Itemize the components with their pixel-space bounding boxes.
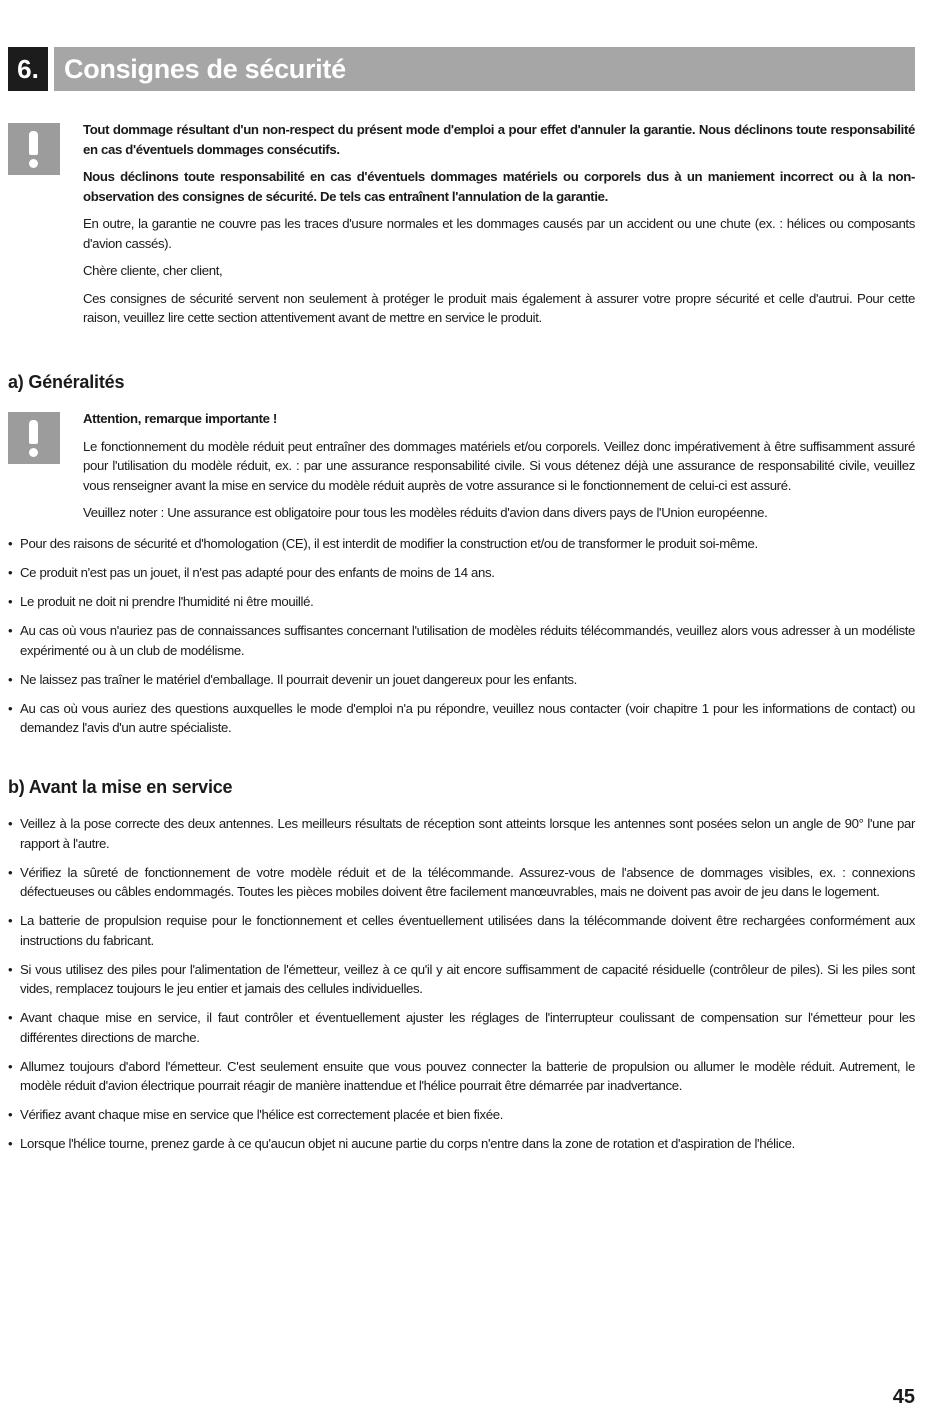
page-number: 45 xyxy=(892,1386,915,1408)
list-item: • Ne laissez pas traîner le matériel d'emballage. Il pourrait devenir un jouet dangereux pour les enfants. xyxy=(8,670,915,690)
section-b-list xyxy=(8,814,915,1163)
notice-title: Attention, remarque importante ! xyxy=(83,411,277,426)
list-item: • Le produit ne doit ni prendre l'humidité ni être mouillé. xyxy=(8,592,915,612)
section-number: 6. xyxy=(8,47,48,91)
intro-salutation: Chère cliente, cher client, xyxy=(83,263,223,278)
section-b-heading: b) Avant la mise en service xyxy=(8,777,233,797)
exclamation-icon xyxy=(8,123,60,175)
section-a-list xyxy=(8,534,915,747)
intro-block xyxy=(83,120,915,336)
list-item: • Allumez toujours d'abord l'émetteur. C'est seulement ensuite que vous pouvez connecter la batterie de propulsion ou allumer le modèle réduit. Autrement, le modèle réduit d'avion électrique pourrait réagir de manière inattendue et l'hélice pourrait être démarrée par inadvertance. xyxy=(8,1057,915,1096)
list-item: • Lorsque l'hélice tourne, prenez garde à ce qu'aucun objet ni aucune partie du corps n'entre dans la zone de rotation et d'aspiration de l'hélice. xyxy=(8,1134,915,1154)
list-item: • Vérifiez la sûreté de fonctionnement de votre modèle réduit et de la télécommande. Assurez-vous de l'absence de dommages visibles, ex. : connexions défectueuses ou câbles endommagés. Toutes les pièces mobiles doivent être facilement manœuvrables, mais ne doivent pas avoir de jeu dans le logement. xyxy=(8,863,915,902)
list-item: • Au cas où vous n'auriez pas de connaissances suffisantes concernant l'utilisation de modèles réduits télécommandés, veuillez alors vous adresser à un modéliste expérimenté ou à un club de modélisme. xyxy=(8,621,915,660)
list-item: • Ce produit n'est pas un jouet, il n'est pas adapté pour des enfants de moins de 14 ans. xyxy=(8,563,915,583)
notice-paragraph: Le fonctionnement du modèle réduit peut entraîner des dommages matériels et/ou corporels. Veillez donc impérativement à être suffisamment assuré pour l'utilisation du modèle réduit, ex. : par une assurance responsabilité civile. Si vous détenez déjà une assurance de responsabilité civile, veuillez vous renseigner avant la mise en service du modèle réduit auprès de votre assurance si le fonctionnement de celui-ci est assuré. xyxy=(83,438,915,493)
list-item: • Vérifiez avant chaque mise en service que l'hélice est correctement placée et bien fixée. xyxy=(8,1105,915,1125)
intro-paragraph: En outre, la garantie ne couvre pas les traces d'usure normales et les dommages causés par un accident ou une chute (ex. : hélices ou composants d'avion cassés). xyxy=(83,216,915,251)
intro-warning-1: Tout dommage résultant d'un non-respect du présent mode d'emploi a pour effet d'annuler la garantie. Nous déclinons toute responsabilité en cas d'éventuels dommages consécutifs. xyxy=(83,122,915,157)
intro-warning-2: Nous déclinons toute responsabilité en cas d'éventuels dommages matériels ou corporels dus à un maniement incorrect ou à la non-observation des consignes de sécurité. De tels cas entraînent l'annulation de la garantie. xyxy=(83,169,915,204)
section-a-heading: a) Généralités xyxy=(8,372,125,392)
list-item: • Veillez à la pose correcte des deux antennes. Les meilleurs résultats de réception sont atteints lorsque les antennes sont posées selon un angle de 90° l'une par rapport à l'autre. xyxy=(8,814,915,853)
list-item: • La batterie de propulsion requise pour le fonctionnement et celles éventuellement utilisées dans la télécommande doivent être rechargées conformément aux instructions du fabricant. xyxy=(8,911,915,950)
section-title: Consignes de sécurité xyxy=(54,47,915,91)
notice-block xyxy=(83,409,915,531)
list-item: • Avant chaque mise en service, il faut contrôler et éventuellement ajuster les réglages de l'interrupteur coulissant de compensation sur l'émetteur pour les différentes directions de marche. xyxy=(8,1008,915,1047)
list-item: • Pour des raisons de sécurité et d'homologation (CE), il est interdit de modifier la construction et/ou de transformer le produit soi-même. xyxy=(8,534,915,554)
list-item: • Si vous utilisez des piles pour l'alimentation de l'émetteur, veillez à ce qu'il y ait encore suffisamment de capacité résiduelle (contrôleur de piles). Si les piles sont vides, remplacez toujours le jeu entier et jamais des cellules individuelles. xyxy=(8,960,915,999)
list-item: • Au cas où vous auriez des questions auxquelles le mode d'emploi n'a pu répondre, veuillez nous contacter (voir chapitre 1 pour les informations de contact) ou demandez l'avis d'un autre spécialiste. xyxy=(8,699,915,738)
section-header xyxy=(8,47,915,91)
intro-paragraph: Ces consignes de sécurité servent non seulement à protéger le produit mais également à assurer votre propre sécurité et celle d'autrui. Pour cette raison, veuillez lire cette section attentivement avant de mettre en service le produit. xyxy=(83,290,915,325)
notice-paragraph: Veuillez noter : Une assurance est obligatoire pour tous les modèles réduits d'avion dans divers pays de l'Union européenne. xyxy=(83,505,768,520)
exclamation-icon xyxy=(8,412,60,464)
